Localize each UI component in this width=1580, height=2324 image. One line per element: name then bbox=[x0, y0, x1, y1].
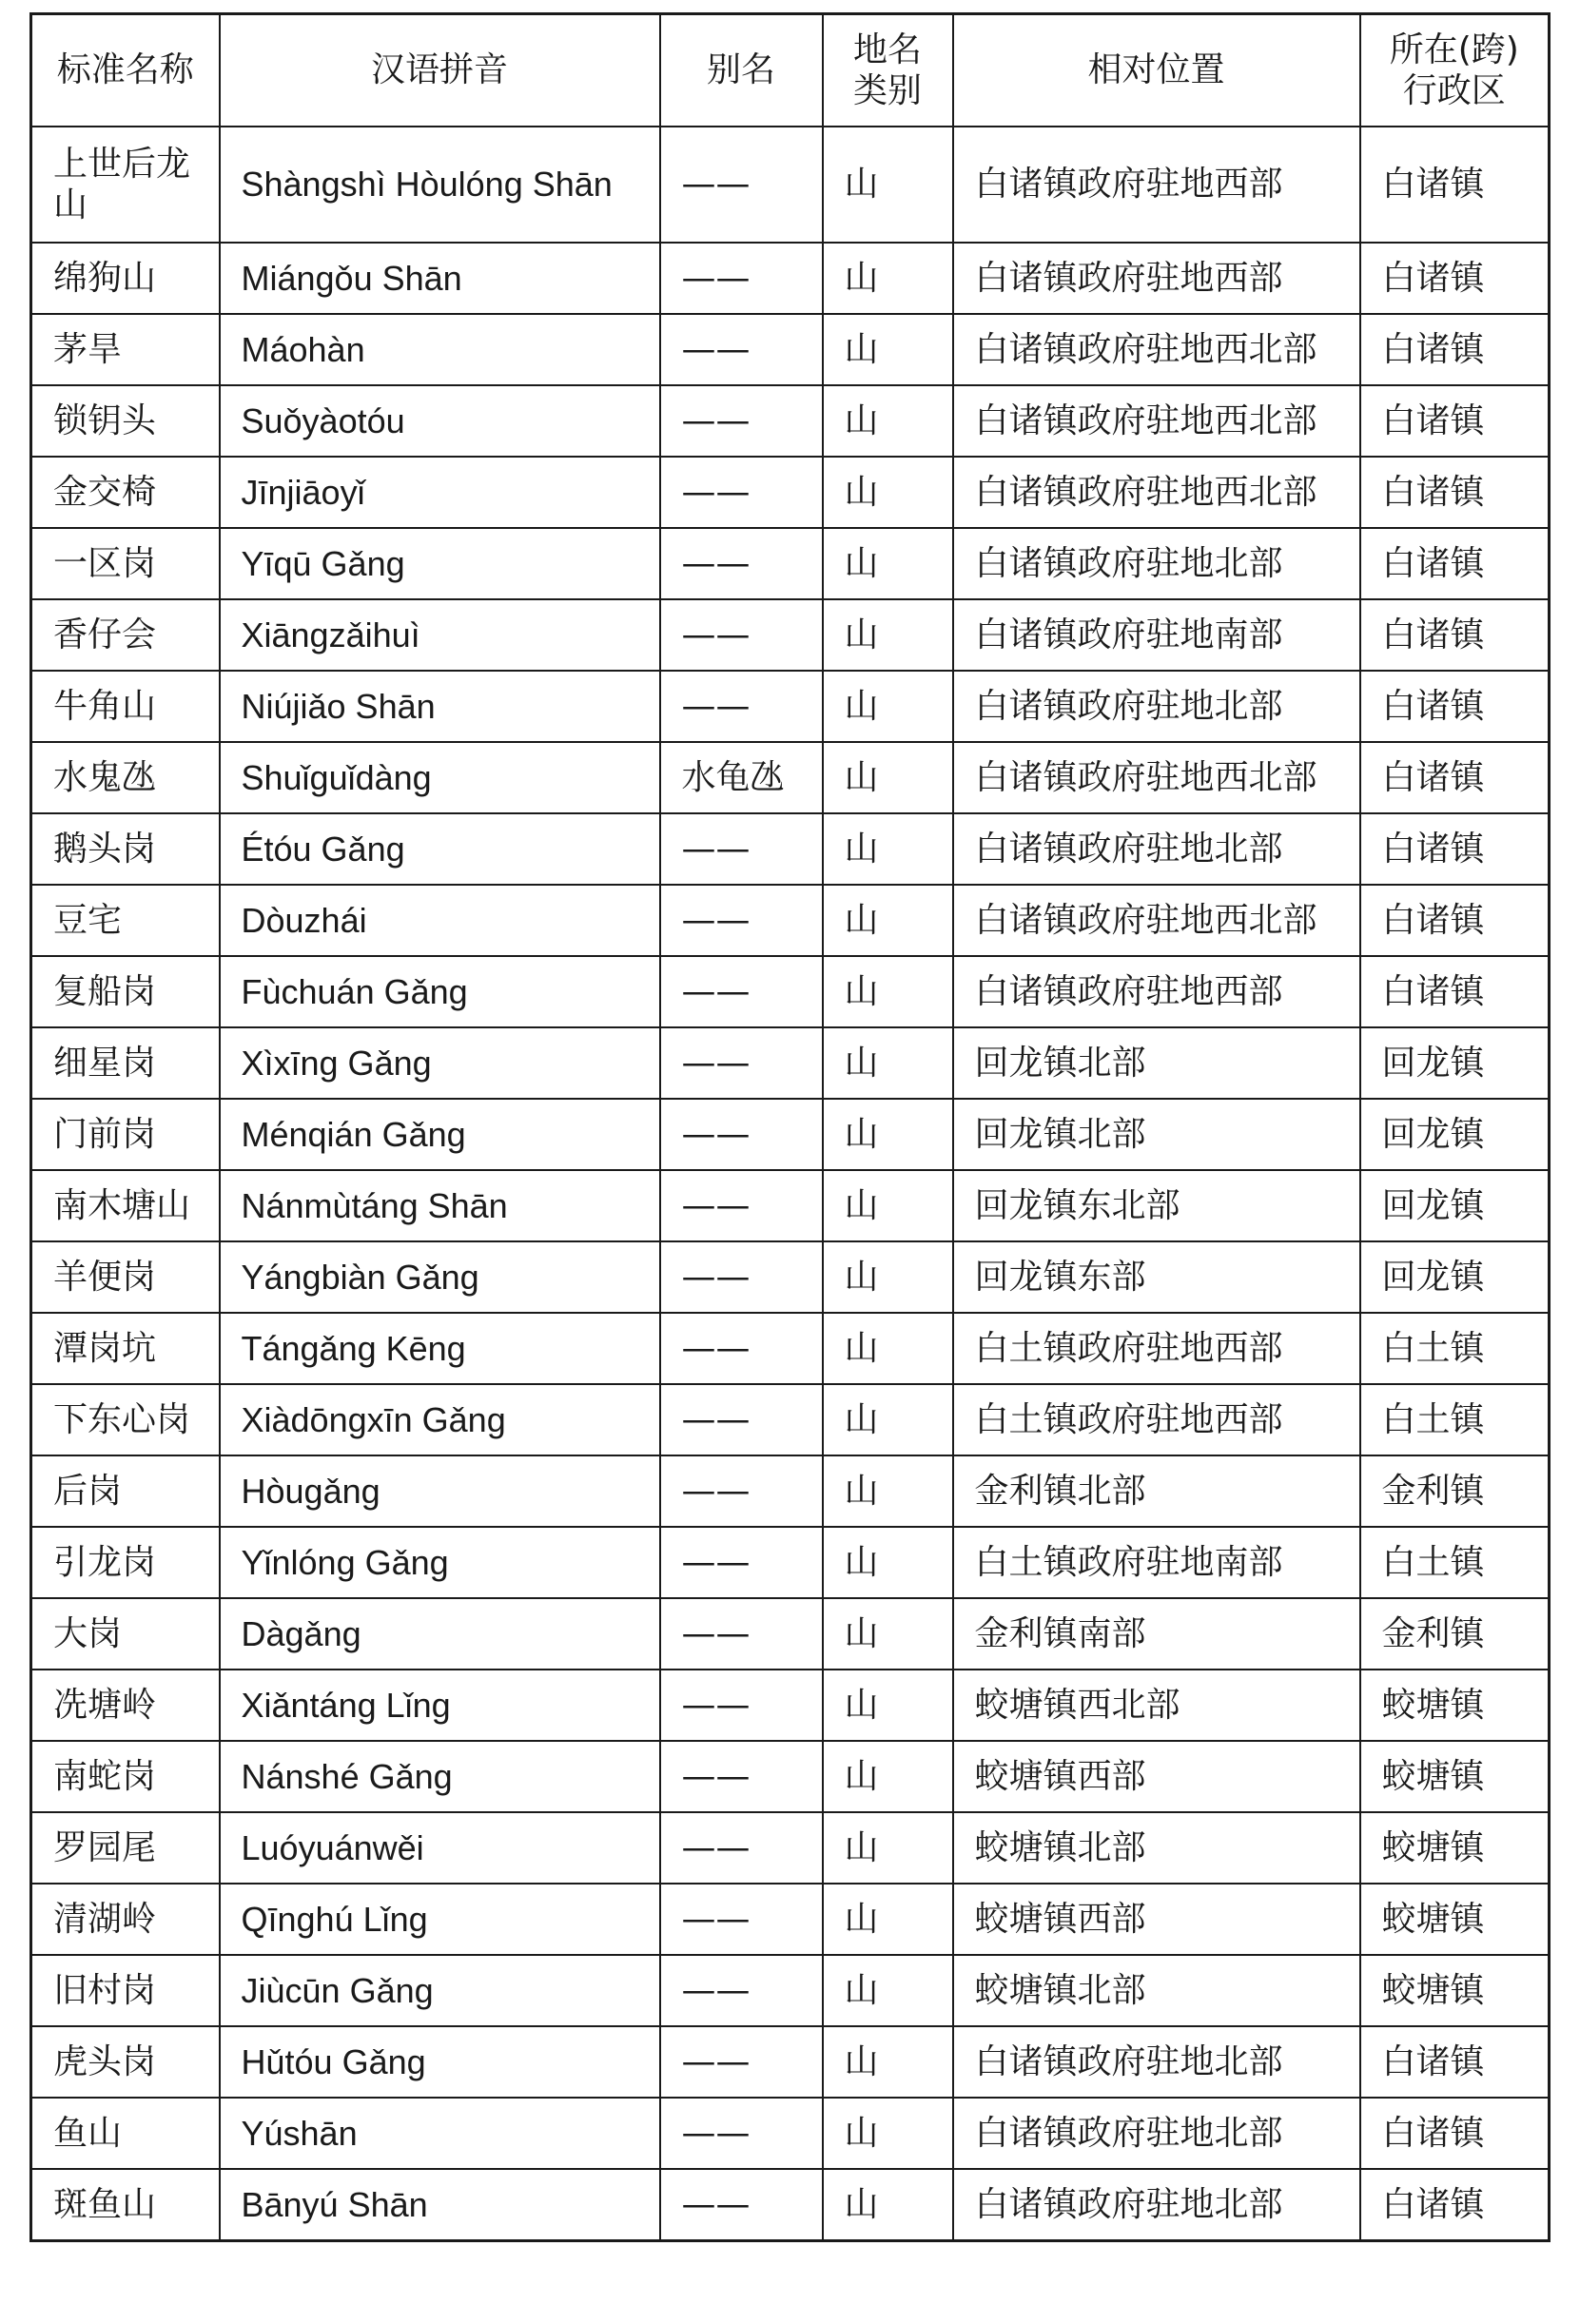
cell-relative-location: 白土镇政府驻地南部 bbox=[953, 1527, 1360, 1598]
cell-district: 白诸镇 bbox=[1360, 243, 1550, 314]
table-row bbox=[31, 1241, 1550, 1313]
cell-alias: 水龟氹 bbox=[660, 742, 823, 813]
cell-pinyin: Bānyú Shān bbox=[220, 2169, 660, 2241]
cell-district: 白土镇 bbox=[1360, 1313, 1550, 1384]
cell-pinyin: Xìxīng Gǎng bbox=[220, 1027, 660, 1099]
cell-district: 蛟塘镇 bbox=[1360, 1741, 1550, 1812]
cell-category: 山 bbox=[823, 1955, 953, 2026]
cell-standard-name: 清湖岭 bbox=[31, 1884, 220, 1955]
cell-relative-location: 蛟塘镇北部 bbox=[953, 1955, 1360, 2026]
table-row bbox=[31, 1955, 1550, 2026]
cell-district: 回龙镇 bbox=[1360, 1027, 1550, 1099]
cell-relative-location: 回龙镇北部 bbox=[953, 1027, 1360, 1099]
cell-category: 山 bbox=[823, 1670, 953, 1741]
cell-relative-location: 白诸镇政府驻地北部 bbox=[953, 2169, 1360, 2241]
cell-district: 蛟塘镇 bbox=[1360, 1812, 1550, 1884]
cell-category: 山 bbox=[823, 457, 953, 528]
table-row bbox=[31, 742, 1550, 813]
cell-relative-location: 白诸镇政府驻地北部 bbox=[953, 813, 1360, 885]
cell-category: 山 bbox=[823, 2026, 953, 2098]
cell-district: 白诸镇 bbox=[1360, 127, 1550, 243]
cell-standard-name: 羊便岗 bbox=[31, 1241, 220, 1313]
table-header-row bbox=[31, 14, 1550, 127]
cell-alias: —— bbox=[660, 1527, 823, 1598]
cell-pinyin: Fùchuán Gǎng bbox=[220, 956, 660, 1027]
cell-standard-name: 牛角山 bbox=[31, 671, 220, 742]
cell-district: 白诸镇 bbox=[1360, 2098, 1550, 2169]
cell-district: 白土镇 bbox=[1360, 1527, 1550, 1598]
cell-alias: —— bbox=[660, 457, 823, 528]
table-row bbox=[31, 2098, 1550, 2169]
table-row bbox=[31, 1027, 1550, 1099]
cell-alias: —— bbox=[660, 2169, 823, 2241]
cell-district: 白诸镇 bbox=[1360, 885, 1550, 956]
cell-pinyin: Nánshé Gǎng bbox=[220, 1741, 660, 1812]
table-row bbox=[31, 314, 1550, 385]
cell-relative-location: 白诸镇政府驻地南部 bbox=[953, 599, 1360, 671]
cell-alias: —— bbox=[660, 243, 823, 314]
table-row bbox=[31, 457, 1550, 528]
cell-alias: —— bbox=[660, 1455, 823, 1527]
cell-district: 白诸镇 bbox=[1360, 671, 1550, 742]
cell-pinyin: Xiāngzǎihuì bbox=[220, 599, 660, 671]
cell-alias: —— bbox=[660, 1955, 823, 2026]
cell-district: 白诸镇 bbox=[1360, 457, 1550, 528]
cell-category: 山 bbox=[823, 1027, 953, 1099]
cell-district: 白诸镇 bbox=[1360, 314, 1550, 385]
document-page bbox=[29, 12, 1548, 2242]
cell-standard-name: 细星岗 bbox=[31, 1027, 220, 1099]
cell-category: 山 bbox=[823, 1455, 953, 1527]
cell-category: 山 bbox=[823, 599, 953, 671]
cell-category: 山 bbox=[823, 314, 953, 385]
cell-alias: —— bbox=[660, 127, 823, 243]
table-body bbox=[31, 127, 1550, 2241]
cell-category: 山 bbox=[823, 243, 953, 314]
table-row bbox=[31, 671, 1550, 742]
cell-district: 蛟塘镇 bbox=[1360, 1955, 1550, 2026]
table-row bbox=[31, 2169, 1550, 2241]
cell-relative-location: 蛟塘镇北部 bbox=[953, 1812, 1360, 1884]
cell-pinyin: Yǐnlóng Gǎng bbox=[220, 1527, 660, 1598]
cell-district: 白诸镇 bbox=[1360, 528, 1550, 599]
cell-relative-location: 回龙镇东部 bbox=[953, 1241, 1360, 1313]
cell-pinyin: Hòugǎng bbox=[220, 1455, 660, 1527]
cell-category: 山 bbox=[823, 813, 953, 885]
table-row bbox=[31, 1598, 1550, 1670]
cell-district: 回龙镇 bbox=[1360, 1241, 1550, 1313]
cell-relative-location: 回龙镇北部 bbox=[953, 1099, 1360, 1170]
table-row bbox=[31, 956, 1550, 1027]
cell-district: 回龙镇 bbox=[1360, 1170, 1550, 1241]
cell-pinyin: Miángǒu Shān bbox=[220, 243, 660, 314]
cell-relative-location: 白诸镇政府驻地北部 bbox=[953, 2026, 1360, 2098]
cell-alias: —— bbox=[660, 314, 823, 385]
cell-relative-location: 蛟塘镇西部 bbox=[953, 1741, 1360, 1812]
cell-category: 山 bbox=[823, 885, 953, 956]
cell-category: 山 bbox=[823, 528, 953, 599]
cell-pinyin: Máohàn bbox=[220, 314, 660, 385]
table-row bbox=[31, 1455, 1550, 1527]
cell-alias: —— bbox=[660, 1812, 823, 1884]
header-label: 相对位置 bbox=[1087, 50, 1225, 90]
cell-relative-location: 金利镇南部 bbox=[953, 1598, 1360, 1670]
cell-standard-name: 南蛇岗 bbox=[31, 1741, 220, 1812]
cell-standard-name: 旧村岗 bbox=[31, 1955, 220, 2026]
cell-pinyin: Ménqián Gǎng bbox=[220, 1099, 660, 1170]
table-row bbox=[31, 2026, 1550, 2098]
header-alias bbox=[660, 14, 823, 127]
cell-relative-location: 白诸镇政府驻地西北部 bbox=[953, 385, 1360, 457]
header-label: 别名 bbox=[706, 50, 775, 90]
cell-district: 白诸镇 bbox=[1360, 2169, 1550, 2241]
cell-alias: —— bbox=[660, 1241, 823, 1313]
cell-relative-location: 回龙镇东北部 bbox=[953, 1170, 1360, 1241]
header-category bbox=[823, 14, 953, 127]
cell-relative-location: 白土镇政府驻地西部 bbox=[953, 1313, 1360, 1384]
cell-standard-name: 绵狗山 bbox=[31, 243, 220, 314]
cell-standard-name: 潭岗坑 bbox=[31, 1313, 220, 1384]
cell-category: 山 bbox=[823, 1527, 953, 1598]
cell-pinyin: Suǒyàotóu bbox=[220, 385, 660, 457]
cell-district: 白诸镇 bbox=[1360, 599, 1550, 671]
cell-standard-name: 复船岗 bbox=[31, 956, 220, 1027]
cell-pinyin: Yīqū Gǎng bbox=[220, 528, 660, 599]
cell-category: 山 bbox=[823, 1384, 953, 1455]
cell-pinyin: Étóu Gǎng bbox=[220, 813, 660, 885]
cell-relative-location: 白诸镇政府驻地西北部 bbox=[953, 885, 1360, 956]
cell-alias: —— bbox=[660, 671, 823, 742]
header-label: 汉语拼音 bbox=[370, 50, 508, 90]
cell-standard-name: 后岗 bbox=[31, 1455, 220, 1527]
header-pinyin bbox=[220, 14, 660, 127]
cell-relative-location: 白土镇政府驻地西部 bbox=[953, 1384, 1360, 1455]
cell-category: 山 bbox=[823, 1170, 953, 1241]
cell-pinyin: Xiǎntáng Lǐng bbox=[220, 1670, 660, 1741]
cell-standard-name: 罗园尾 bbox=[31, 1812, 220, 1884]
place-name-table bbox=[29, 12, 1551, 2242]
table-row bbox=[31, 1812, 1550, 1884]
cell-alias: —— bbox=[660, 1313, 823, 1384]
cell-standard-name: 冼塘岭 bbox=[31, 1670, 220, 1741]
cell-pinyin: Jiùcūn Gǎng bbox=[220, 1955, 660, 2026]
header-relative-location bbox=[953, 14, 1360, 127]
cell-pinyin: Xiàdōngxīn Gǎng bbox=[220, 1384, 660, 1455]
cell-alias: —— bbox=[660, 385, 823, 457]
cell-relative-location: 白诸镇政府驻地北部 bbox=[953, 2098, 1360, 2169]
cell-pinyin: Dàgǎng bbox=[220, 1598, 660, 1670]
table-row bbox=[31, 243, 1550, 314]
cell-pinyin: Niújiǎo Shān bbox=[220, 671, 660, 742]
cell-district: 白土镇 bbox=[1360, 1384, 1550, 1455]
cell-district: 金利镇 bbox=[1360, 1455, 1550, 1527]
header-standard-name bbox=[31, 14, 220, 127]
table-row bbox=[31, 1670, 1550, 1741]
cell-pinyin: Yángbiàn Gǎng bbox=[220, 1241, 660, 1313]
table-row bbox=[31, 127, 1550, 243]
cell-standard-name: 鱼山 bbox=[31, 2098, 220, 2169]
cell-district: 蛟塘镇 bbox=[1360, 1884, 1550, 1955]
cell-alias: —— bbox=[660, 1027, 823, 1099]
cell-alias: —— bbox=[660, 1384, 823, 1455]
cell-category: 山 bbox=[823, 671, 953, 742]
cell-relative-location: 白诸镇政府驻地西部 bbox=[953, 243, 1360, 314]
cell-standard-name: 下东心岗 bbox=[31, 1384, 220, 1455]
cell-pinyin: Nánmùtáng Shān bbox=[220, 1170, 660, 1241]
cell-alias: —— bbox=[660, 885, 823, 956]
cell-relative-location: 白诸镇政府驻地西北部 bbox=[953, 457, 1360, 528]
cell-standard-name: 锁钥头 bbox=[31, 385, 220, 457]
cell-pinyin: Luóyuánwěi bbox=[220, 1812, 660, 1884]
cell-district: 白诸镇 bbox=[1360, 956, 1550, 1027]
cell-relative-location: 金利镇北部 bbox=[953, 1455, 1360, 1527]
table-row bbox=[31, 1384, 1550, 1455]
cell-standard-name: 大岗 bbox=[31, 1598, 220, 1670]
cell-alias: —— bbox=[660, 1170, 823, 1241]
cell-category: 山 bbox=[823, 2098, 953, 2169]
cell-category: 山 bbox=[823, 956, 953, 1027]
cell-district: 白诸镇 bbox=[1360, 742, 1550, 813]
cell-standard-name: 茅旱 bbox=[31, 314, 220, 385]
table-row bbox=[31, 885, 1550, 956]
header-district bbox=[1360, 14, 1550, 127]
cell-alias: —— bbox=[660, 813, 823, 885]
cell-relative-location: 白诸镇政府驻地西北部 bbox=[953, 742, 1360, 813]
cell-district: 白诸镇 bbox=[1360, 385, 1550, 457]
cell-standard-name: 门前岗 bbox=[31, 1099, 220, 1170]
table-row bbox=[31, 813, 1550, 885]
table-row bbox=[31, 1884, 1550, 1955]
cell-alias: —— bbox=[660, 1598, 823, 1670]
cell-standard-name: 上世后龙山 bbox=[31, 127, 220, 243]
cell-category: 山 bbox=[823, 742, 953, 813]
cell-alias: —— bbox=[660, 1670, 823, 1741]
cell-alias: —— bbox=[660, 528, 823, 599]
cell-alias: —— bbox=[660, 956, 823, 1027]
cell-alias: —— bbox=[660, 1741, 823, 1812]
cell-pinyin: Shuǐguǐdàng bbox=[220, 742, 660, 813]
cell-standard-name: 水鬼氹 bbox=[31, 742, 220, 813]
cell-category: 山 bbox=[823, 1241, 953, 1313]
cell-pinyin: Hǔtóu Gǎng bbox=[220, 2026, 660, 2098]
cell-category: 山 bbox=[823, 127, 953, 243]
cell-standard-name: 一区岗 bbox=[31, 528, 220, 599]
table-row bbox=[31, 528, 1550, 599]
cell-pinyin: Yúshān bbox=[220, 2098, 660, 2169]
cell-relative-location: 白诸镇政府驻地北部 bbox=[953, 528, 1360, 599]
header-label-line-2: 类别 bbox=[852, 71, 922, 110]
cell-standard-name: 斑鱼山 bbox=[31, 2169, 220, 2241]
header-label: 标准名称 bbox=[56, 50, 194, 90]
cell-district: 回龙镇 bbox=[1360, 1099, 1550, 1170]
table-row bbox=[31, 1313, 1550, 1384]
cell-alias: —— bbox=[660, 1099, 823, 1170]
cell-standard-name: 虎头岗 bbox=[31, 2026, 220, 2098]
cell-district: 金利镇 bbox=[1360, 1598, 1550, 1670]
table-row bbox=[31, 1741, 1550, 1812]
cell-category: 山 bbox=[823, 1099, 953, 1170]
cell-pinyin: Dòuzhái bbox=[220, 885, 660, 956]
cell-relative-location: 白诸镇政府驻地西部 bbox=[953, 127, 1360, 243]
cell-category: 山 bbox=[823, 1313, 953, 1384]
table-row bbox=[31, 1099, 1550, 1170]
cell-pinyin: Jīnjiāoyǐ bbox=[220, 457, 660, 528]
header-label-line-1: 地名 bbox=[852, 29, 922, 69]
cell-category: 山 bbox=[823, 1884, 953, 1955]
cell-relative-location: 白诸镇政府驻地北部 bbox=[953, 671, 1360, 742]
cell-pinyin: Tángǎng Kēng bbox=[220, 1313, 660, 1384]
cell-standard-name: 香仔会 bbox=[31, 599, 220, 671]
cell-alias: —— bbox=[660, 2098, 823, 2169]
cell-standard-name: 鹅头岗 bbox=[31, 813, 220, 885]
table-row bbox=[31, 1170, 1550, 1241]
cell-district: 白诸镇 bbox=[1360, 2026, 1550, 2098]
cell-relative-location: 白诸镇政府驻地西北部 bbox=[953, 314, 1360, 385]
cell-standard-name: 引龙岗 bbox=[31, 1527, 220, 1598]
cell-alias: —— bbox=[660, 1884, 823, 1955]
cell-alias: —— bbox=[660, 2026, 823, 2098]
header-label-line-1: 所在(跨) bbox=[1389, 29, 1519, 69]
cell-category: 山 bbox=[823, 2169, 953, 2241]
cell-district: 白诸镇 bbox=[1360, 813, 1550, 885]
cell-category: 山 bbox=[823, 1598, 953, 1670]
cell-standard-name: 南木塘山 bbox=[31, 1170, 220, 1241]
cell-standard-name: 金交椅 bbox=[31, 457, 220, 528]
cell-relative-location: 白诸镇政府驻地西部 bbox=[953, 956, 1360, 1027]
header-label-line-2: 行政区 bbox=[1402, 71, 1506, 110]
cell-category: 山 bbox=[823, 1741, 953, 1812]
cell-relative-location: 蛟塘镇西部 bbox=[953, 1884, 1360, 1955]
cell-district: 蛟塘镇 bbox=[1360, 1670, 1550, 1741]
cell-pinyin: Shàngshì Hòulóng Shān bbox=[220, 127, 660, 243]
table-row bbox=[31, 1527, 1550, 1598]
cell-relative-location: 蛟塘镇西北部 bbox=[953, 1670, 1360, 1741]
cell-category: 山 bbox=[823, 385, 953, 457]
table-row bbox=[31, 385, 1550, 457]
cell-standard-name: 豆宅 bbox=[31, 885, 220, 956]
cell-pinyin: Qīnghú Lǐng bbox=[220, 1884, 660, 1955]
table-row bbox=[31, 599, 1550, 671]
cell-alias: —— bbox=[660, 599, 823, 671]
cell-category: 山 bbox=[823, 1812, 953, 1884]
